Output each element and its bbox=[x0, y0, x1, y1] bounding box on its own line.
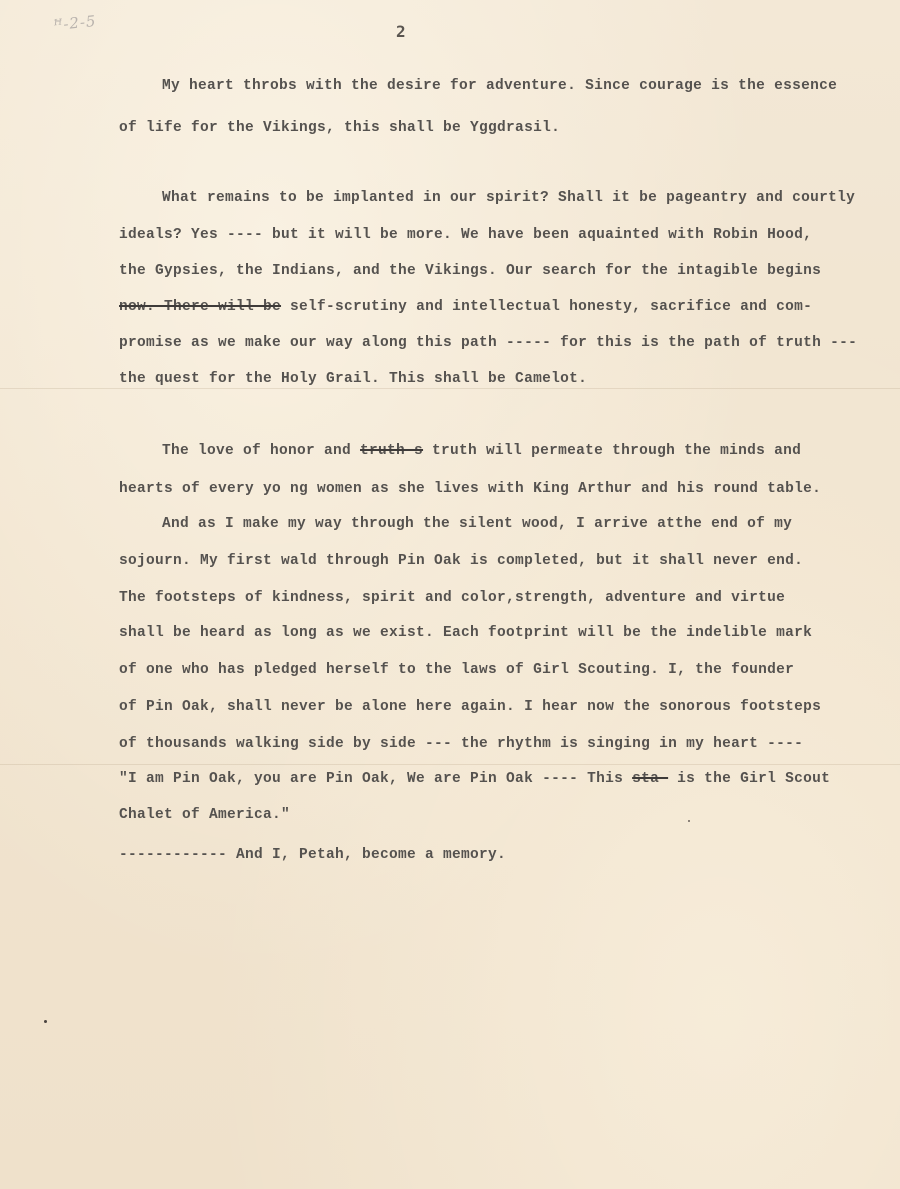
text-line-suffix: truth will permeate through the minds and bbox=[423, 443, 802, 459]
ink-speck bbox=[688, 820, 690, 822]
paper-fold bbox=[0, 764, 900, 765]
text-line: ideals? Yes ---- but it will be more. We have been aquainted with Robin Hood, bbox=[119, 227, 813, 243]
text-line: shall be heard as long as we exist. Each footprint will be the indelible mark bbox=[119, 625, 813, 641]
text-line-prefix: "I am Pin Oak, you are Pin Oak, We are Pin Oak ---- This bbox=[119, 771, 633, 787]
ink-speck bbox=[44, 1020, 47, 1023]
text-line: The footsteps of kindness, spirit and color,strength, adventure and virtue bbox=[119, 590, 786, 606]
text-line bbox=[119, 299, 812, 315]
struck-text: sta- bbox=[632, 771, 669, 787]
text-line: hearts of every yo ng women as she lives with King Arthur and his round table. bbox=[119, 481, 822, 497]
struck-text: truth-s bbox=[360, 443, 424, 459]
text-line bbox=[162, 443, 801, 459]
text-line: promise as we make our way along this path ----- for this is the path of truth --- bbox=[119, 335, 858, 351]
pencil-annotation: ꟸ-2-5 bbox=[53, 11, 98, 35]
page-number: 2 bbox=[396, 22, 406, 41]
text-line: of life for the Vikings, this shall be Yggdrasil. bbox=[119, 120, 561, 136]
text-line: of one who has pledged herself to the laws of Girl Scouting. I, the founder bbox=[119, 662, 795, 678]
text-line: My heart throbs with the desire for adventure. Since courage is the essence bbox=[162, 78, 838, 94]
text-line-suffix: is the Girl Scout bbox=[668, 771, 831, 787]
text-line: And as I make my way through the silent wood, I arrive atthe end of my bbox=[162, 516, 793, 532]
text-line: of thousands walking side by side --- the rhythm is singing in my heart ---- bbox=[119, 736, 804, 752]
struck-text: now. There will be bbox=[119, 299, 282, 315]
text-line: sojourn. My first wald through Pin Oak is completed, but it shall never end. bbox=[119, 553, 804, 569]
text-line: the quest for the Holy Grail. This shall be Camelot. bbox=[119, 371, 588, 387]
text-line: of Pin Oak, shall never be alone here again. I hear now the sonorous footsteps bbox=[119, 699, 822, 715]
text-line bbox=[119, 771, 830, 787]
text-line-prefix: The love of honor and bbox=[162, 443, 361, 459]
text-line: What remains to be implanted in our spirit? Shall it be pageantry and courtly bbox=[162, 190, 856, 206]
text-line: the Gypsies, the Indians, and the Vikings. Our search for the intagible begins bbox=[119, 263, 822, 279]
text-line: Chalet of America." bbox=[119, 807, 291, 823]
text-line-remainder: self-scrutiny and intellectual honesty, sacrifice and com- bbox=[290, 299, 813, 315]
text-line: ------------ And I, Petah, become a memory. bbox=[119, 847, 507, 863]
paper-fold bbox=[0, 388, 900, 389]
